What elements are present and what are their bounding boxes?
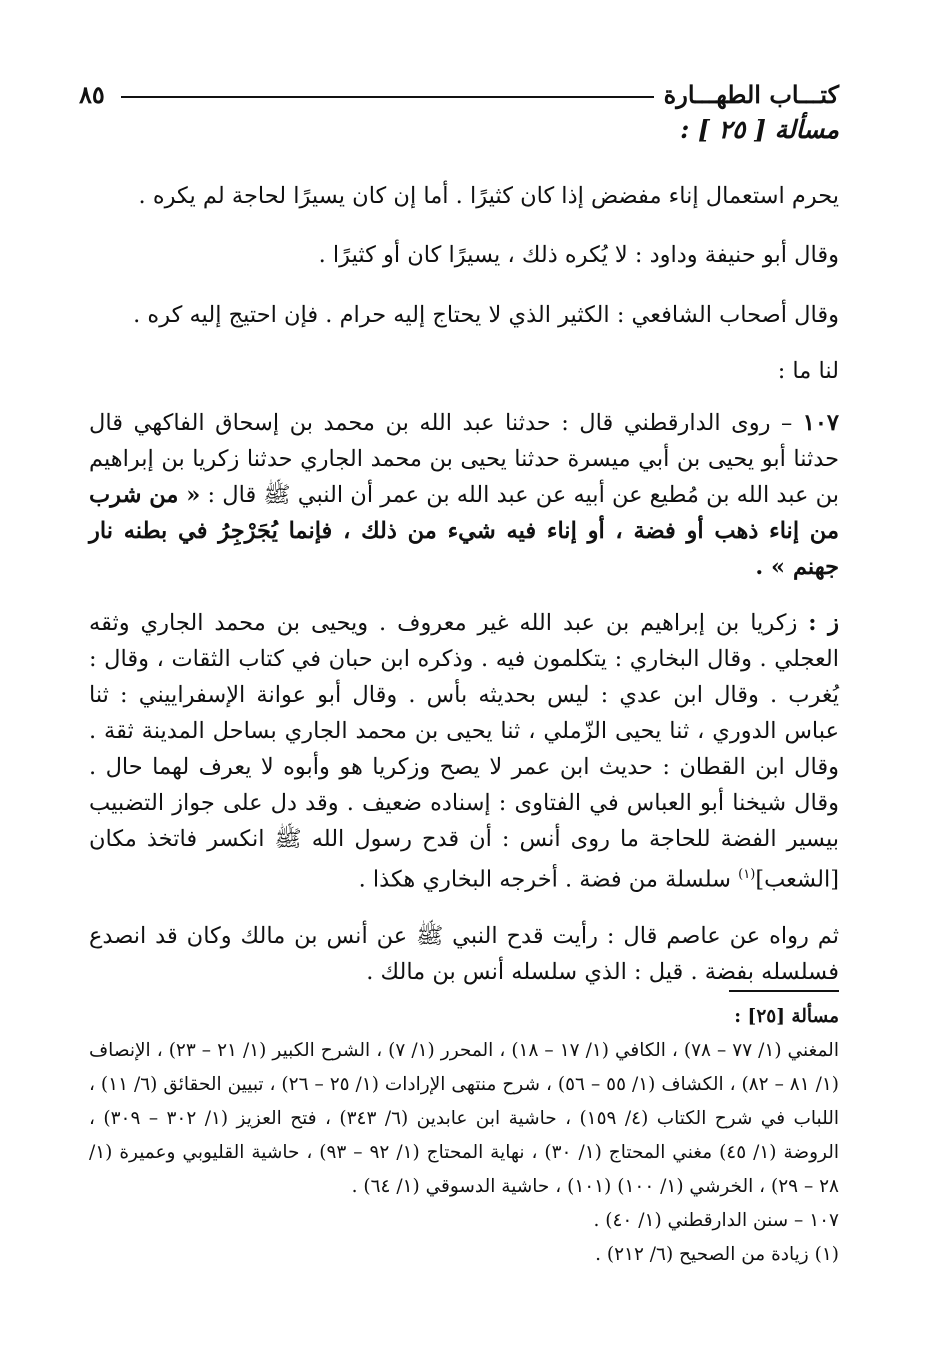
footnotes — [89, 1000, 839, 1272]
running-header — [79, 80, 839, 120]
paragraph-hadith-107 — [89, 405, 839, 585]
commentary-text: زكريا بن إبراهيم بن عبد الله غير معروف . ويحيى بن محمد الجاري وثقه العجلي . وقال البخاري : يتكلمون فيه . وذكره ابن حبان في كتاب الثقات ، وقال : يُغرب . وقال ابن عدي : ليس بحديثه بأس . وقال أبو عوانة الإسفراييني : ثنا عباس الدوري ، ثنا يحيى الزّملي ، ثنا يحيى بن محمد الجاري بساحل المدينة ثقة . وقال ابن القطان : حديث ابن عمر لا يصح وزكريا هو وأبوه لا يعرف لهما حال . وقال شيخنا أبو العباس في الفتاوى : إسناده ضعيف . وقد دل على جواز التضبيب بيسير الفضة للحاجة ما روى أنس : أن قدح رسول الله ﷺ انكسر فاتخذ مكان [الشعب] — [89, 610, 839, 893]
footnote-separator — [729, 990, 839, 992]
footnote-title: مسألة [٢٥] : — [734, 1006, 839, 1027]
page-number: ٨٥ — [79, 80, 105, 109]
issue-heading: مسألة [ ٢٥ ] : — [680, 115, 839, 144]
hadith-text: « من شرب من إناء ذهب أو فضة ، أو إناء فيه شيء من ذلك ، فإنما يُجَرْجِرُ في بطنه نار جهنم » . — [89, 482, 839, 580]
commentary-text-end: سلسلة من فضة . أخرجه البخاري هكذا . — [358, 866, 739, 893]
footnote-107: ١٠٧ – سنن الدارقطني (١/ ٤٠) . — [593, 1210, 839, 1231]
book-title: كتـــاب الطهـــارة — [663, 80, 839, 109]
commentary-mark: ز : — [808, 610, 839, 636]
hadith-chain: – روى الدارقطني قال : حدثنا عبد الله بن محمد بن إسحاق الفاكهي قال حدثنا أبو يحيى بن أبي ميسرة حدثنا يحيى بن محمد الجاري حدثنا زكريا بن إبراهيم بن عبد الله بن مُطيع عن أبيه عن عبد الله بن عمر أن النبي ﷺ قال : — [89, 410, 840, 508]
main-text — [89, 178, 839, 990]
paragraph-hanafi-view: وقال أبو حنيفة وداود : لا يُكره ذلك ، يسيرًا كان أو كثيرًا . — [318, 242, 839, 268]
header-rule — [121, 96, 654, 98]
paragraph-evidence-intro: لنا ما : — [777, 358, 839, 384]
hadith-number: ١٠٧ — [802, 410, 839, 436]
paragraph-ruling: يحرم استعمال إناء مفضض إذا كان كثيرًا . أما إن كان يسيرًا لحاجة لم يكره . — [138, 183, 839, 209]
paragraph-asim-report: ثم رواه عن عاصم قال : رأيت قدح النبي ﷺ عن أنس بن مالك وكان قد انصدع فسلسله بفضة . قيل : الذي سلسله أنس بن مالك . — [89, 922, 839, 985]
footnote-1: (١) زيادة من الصحيح (٦/ ٢١٢) . — [595, 1244, 839, 1265]
paragraph-shafii-view: وقال أصحاب الشافعي : الكثير الذي لا يحتاج إليه حرام . فإن احتيج إليه كره . — [133, 302, 839, 328]
paragraph-commentary — [89, 605, 839, 898]
footnote-references: المغني (١/ ٧٧ – ٧٨) ، الكافي (١/ ١٧ – ١٨) ، المحرر (١/ ٧) ، الشرح الكبير (١/ ٢١ – ٢٣) ، الإنصاف (١/ ٨١ – ٨٢) ، الكشاف (١/ ٥٥ – ٥٦) ، شرح منتهى الإرادات (١/ ٢٥ – ٢٦) ، تبيين الحقائق (٦/ ١١) ، اللباب في شرح الكتاب (٤/ ١٥٩) ، حاشية ابن عابدين (٦/ ٣٤٣) ، فتح العزيز (١/ ٣٠٢ – ٣٠٩) ، الروضة (١/ ٤٥) مغني المحتاج (١/ ٣٠) ، نهاية المحتاج (١/ ٩٢ – ٩٣) ، حاشية القليوبي وعميرة (١/ ٢٨ – ٢٩) ، الخرشي (١/ ١٠٠) (١٠١) ، حاشية الدسوقي (١/ ٦٤) . — [89, 1040, 840, 1197]
footnote-marker: (١) — [738, 867, 756, 882]
